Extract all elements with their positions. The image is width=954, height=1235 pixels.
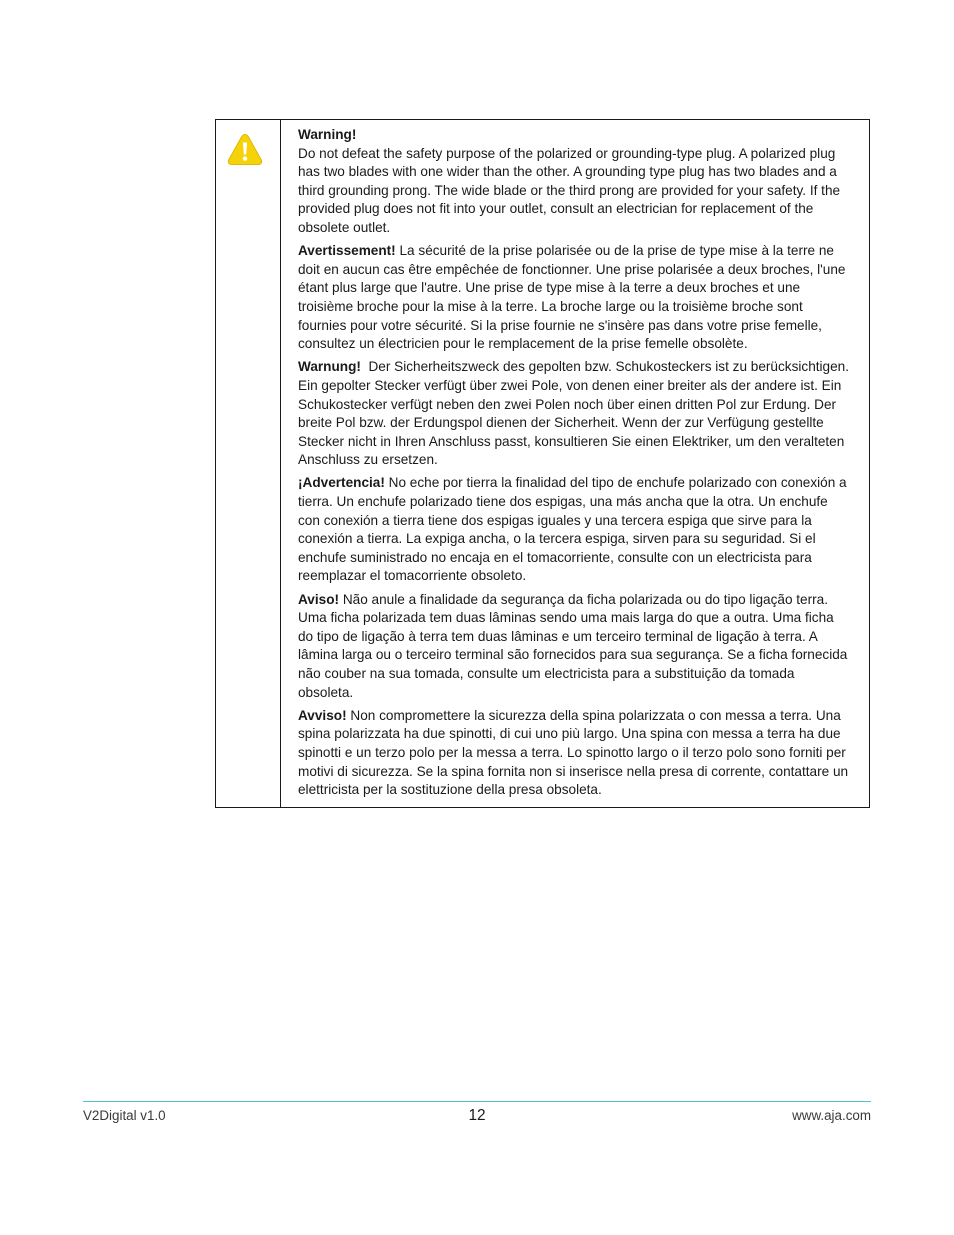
warning-icon-cell	[216, 120, 281, 807]
warning-text-cell	[281, 120, 869, 807]
warning-portuguese-lead: Aviso!	[298, 591, 340, 607]
warning-portuguese-text: Não anule a finalidade da segurança da ficha polarizada ou do tipo ligação terra. Uma ficha polarizada tem duas lâminas sendo uma mais larga do que a outra. Uma ficha do tipo de ligação à terra tem duas lâminas e um terceiro terminal de ligação à terra. A lâmina larga ou o terceiro terminal são fornecidos para sua segurança. Se a ficha fornecida não couber na sua tomada, consulte um electricista para a substituição da tomada obsoleta.	[298, 591, 848, 700]
warning-german-lead: Warnung!	[298, 359, 361, 375]
warning-spanish-lead: ¡Advertencia!	[298, 475, 385, 491]
warning-triangle-icon	[227, 133, 263, 166]
warning-heading: Warning!	[298, 127, 357, 142]
warning-table	[215, 119, 870, 808]
footer-divider	[83, 1101, 871, 1102]
footer-website: www.aja.com	[792, 1108, 871, 1123]
warning-french-text: La sécurité de la prise polarisée ou de la prise de type mise à la terre ne doit en aucun cas être empêchée de fonctionner. Une prise polarisée a deux broches, l'une étant plus large que l'autre. Une prise de type mise à la terre a deux broches et une troisième broche pour la mise à la terre. La broche large ou la troisième broche sont fournies pour votre sécurité. Si la prise fournie ne s'insère pas dans votre prise femelle, consultez un électricien pour le remplacement de la prise femelle obsolète.	[298, 243, 846, 352]
warning-spanish-text: No eche por tierra la finalidad del tipo de enchufe polarizado con conexión a tierra. Un enchufe polarizado tiene dos espigas, una más ancha que la otra. Un enchufe con conexión a tierra tiene dos espigas iguales y una tercera espiga que sirve para la conexión a tierra. La expiga ancha, o la tercera espiga, sirven para su seguridad. Si el enchufe suministrado no encaja en el tomacorriente, consulte con un electricista para reemplazar el tomacorriente obsoleto.	[298, 475, 847, 584]
warning-french-lead: Avertissement!	[298, 243, 396, 259]
warning-italian-lead: Avviso!	[298, 707, 347, 723]
warning-portuguese	[298, 591, 851, 703]
footer-product-version: V2Digital v1.0	[83, 1108, 166, 1123]
footer-page-number: 12	[468, 1107, 486, 1124]
warning-german-text: Der Sicherheitszweck des gepolten bzw. Schukosteckers ist zu berücksichtigen. Ein gepolter Stecker verfügt über zwei Pole, von denen einer breiter als der andere ist. Ein Schukostecker verfügt neben den zwei Polen noch über einen dritten Pol zur Erdung. Der breite Pol bzw. der Erdungspol dienen der Sicherheit. Wenn der zur Verfügung gestellte Stecker nicht in Ihren Anschluss passt, konsultieren Sie einen Elektriker, um den veralteten Anschluss zu ersetzen.	[298, 359, 853, 468]
warning-french	[298, 242, 851, 354]
warning-italian	[298, 707, 851, 800]
warning-english-text: Do not defeat the safety purpose of the polarized or grounding-type plug. A polarized plug has two blades with one wider than the other. A grounding type plug has two blades and a third grounding prong. The wide blade or the third prong are provided for your safety. If the provided plug does not fit into your outlet, consult an electrician for replacement of the obsolete outlet.	[298, 145, 841, 235]
warning-english	[298, 126, 851, 238]
warning-german	[298, 358, 851, 470]
warning-italian-text: Non compromettere la sicurezza della spina polarizzata o con messa a terra. Una spina polarizzata ha due spinotti, di cui uno più largo. Una spina con messa a terra ha due spinotti e un terzo polo per la messa a terra. Lo spinotto largo o il terzo polo sono forniti per motivi di sicurezza. Se la spina fornita non si inserisce nella presa di corrente, contattare un elettricista per la sostituzione della presa obsoleta.	[298, 707, 849, 798]
warning-spanish	[298, 474, 851, 586]
